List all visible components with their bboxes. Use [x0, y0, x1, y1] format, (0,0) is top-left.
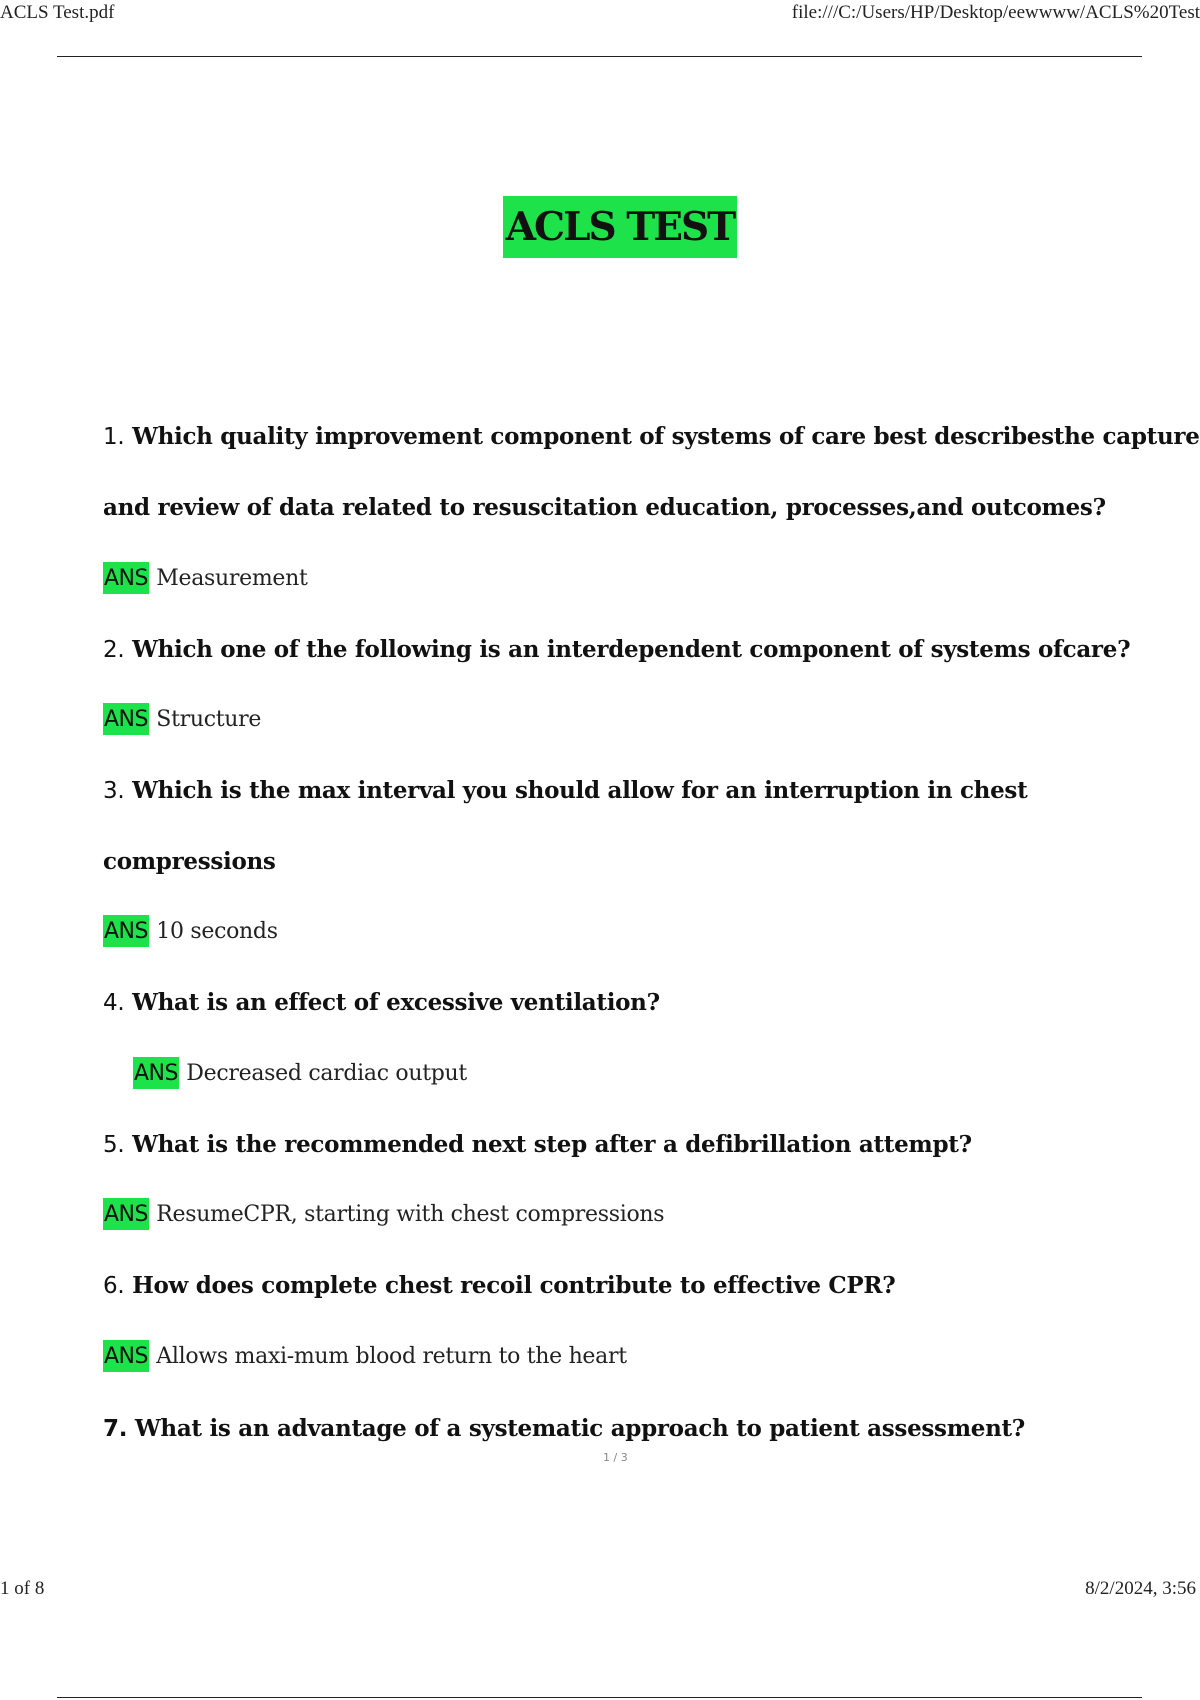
question-5-line-1 [103, 1131, 972, 1158]
question-text: compressions [103, 848, 276, 875]
answer-text: Measurement [156, 566, 308, 591]
question-text: What is an effect of excessive ventilation? [132, 989, 660, 1016]
question-2-line-1 [103, 636, 1130, 663]
question-7-line-1 [103, 1415, 1025, 1442]
answer-text: Allows maxi-mum blood return to the heart [156, 1344, 627, 1369]
answer-1 [103, 565, 308, 591]
answer-text: ResumeCPR, starting with chest compressions [156, 1202, 665, 1227]
print-footer-page-count: 1 of 8 [0, 1578, 45, 1599]
inner-page-number: 1 / 3 [603, 1451, 628, 1464]
question-number: 3. [103, 778, 125, 804]
question-number: 1. [103, 424, 125, 450]
question-1-line-1 [103, 423, 1200, 450]
question-text: Which is the max interval you should allow for an interruption in chest [132, 777, 1028, 804]
title-container [0, 196, 1200, 258]
ans-label: ANS [103, 1198, 149, 1230]
question-text: Which quality improvement component of systems of care best describesthe capture [132, 423, 1200, 450]
question-number: 6. [103, 1273, 125, 1299]
answer-text: Decreased cardiac output [186, 1061, 467, 1086]
answer-6 [103, 1343, 627, 1369]
question-number: 2. [103, 637, 125, 663]
ans-label: ANS [103, 1340, 149, 1372]
question-text: What is the recommended next step after a defibrillation attempt? [132, 1131, 972, 1158]
question-6-line-1 [103, 1272, 895, 1299]
print-header-filename: ACLS Test.pdf [0, 2, 115, 23]
answer-text: 10 seconds [156, 919, 278, 944]
answer-text: Structure [156, 707, 262, 732]
question-4-line-1 [103, 989, 660, 1016]
answer-4 [133, 1060, 467, 1086]
top-divider [57, 56, 1142, 57]
question-text: Which one of the following is an interdependent component of systems ofcare? [132, 636, 1131, 663]
question-text: and review of data related to resuscitation education, processes,and outcomes? [103, 494, 1106, 521]
answer-2 [103, 706, 261, 732]
print-header-url: file:///C:/Users/HP/Desktop/eewwww/ACLS%20Test [791, 2, 1200, 23]
ans-label: ANS [103, 915, 149, 947]
question-number: 4. [103, 990, 125, 1016]
question-3-line-1 [103, 777, 1027, 804]
bottom-divider [57, 1697, 1142, 1698]
question-text: What is an advantage of a systematic approach to patient assessment? [134, 1415, 1025, 1442]
question-1-line-2 [103, 494, 1106, 521]
ans-label: ANS [103, 562, 149, 594]
ans-label: ANS [103, 703, 149, 735]
ans-label: ANS [133, 1057, 179, 1089]
question-text: How does complete chest recoil contribute to effective CPR? [132, 1272, 896, 1299]
print-footer-datetime: 8/2/2024, 3:56 [1085, 1578, 1196, 1599]
answer-3 [103, 918, 278, 944]
document-title: ACLS TEST [503, 196, 737, 258]
question-3-line-2 [103, 848, 276, 875]
answer-5 [103, 1201, 664, 1227]
question-number: 5. [103, 1132, 125, 1158]
question-number: 7. [103, 1416, 128, 1442]
